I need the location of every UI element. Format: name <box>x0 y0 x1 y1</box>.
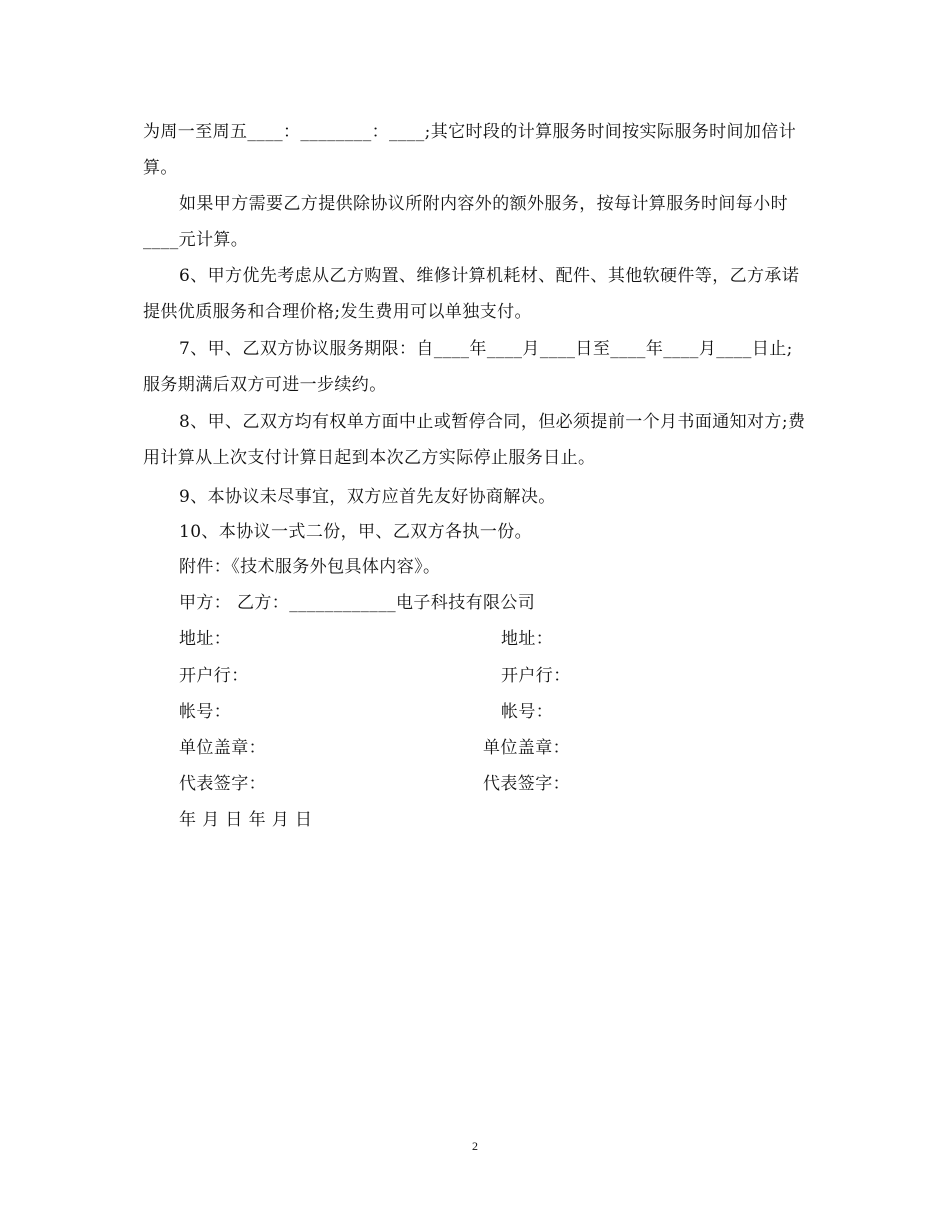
paragraph-clause-7: 7、甲、乙双方协议服务期限：自____年____月____日至____年____月____日止;服务期满后双方可进一步续约。 <box>143 339 793 395</box>
party-a-representative-label: 代表签字： <box>179 774 266 794</box>
paragraph-service-hours: 为周一至周五____：________：____;其它时段的计算服务时间按实际服务时间加倍计算。 <box>143 122 797 178</box>
party-a-bank-label: 开户行： <box>179 666 249 686</box>
party-b-representative-label: 代表签字： <box>483 774 570 794</box>
party-a-seal-label: 单位盖章： <box>179 738 266 758</box>
paragraph-extra-service: 如果甲方需要乙方提供除协议所附内容外的额外服务，按每计算服务时间每小时____元计算。 <box>143 194 788 250</box>
party-b-seal-label: 单位盖章： <box>483 738 570 758</box>
party-b-bank-label: 开户行： <box>501 666 571 686</box>
paragraph-clause-8: 8、甲、乙双方均有权单方面中止或暂停合同，但必须提前一个月书面通知对方;费用计算从上次支付计算日起到本次乙方实际停止服务日止。 <box>143 412 806 468</box>
party-a-address-label: 地址： <box>179 629 232 649</box>
party-b-account-label: 帐号： <box>501 702 554 722</box>
signature-date-line: 年 月 日 年 月 日 <box>179 810 313 830</box>
clause-9: 9、本协议未尽事宜，双方应首先友好协商解决。 <box>179 487 556 507</box>
clause-10: 10、本协议一式二份，甲、乙双方各执一份。 <box>179 522 533 542</box>
party-a-account-label: 帐号： <box>179 702 232 722</box>
paragraph-clause-6: 6、甲方优先考虑从乙方购置、维修计算机耗材、配件、其他软硬件等，乙方承诺提供优质服务和合理价格;发生费用可以单独支付。 <box>143 266 800 322</box>
parties-line: 甲方： 乙方：____________电子科技有限公司 <box>179 593 536 613</box>
party-b-address-label: 地址： <box>501 629 554 649</box>
attachment-line: 附件：《技术服务外包具体内容》。 <box>179 557 441 577</box>
page-number: 2 <box>472 1139 478 1153</box>
